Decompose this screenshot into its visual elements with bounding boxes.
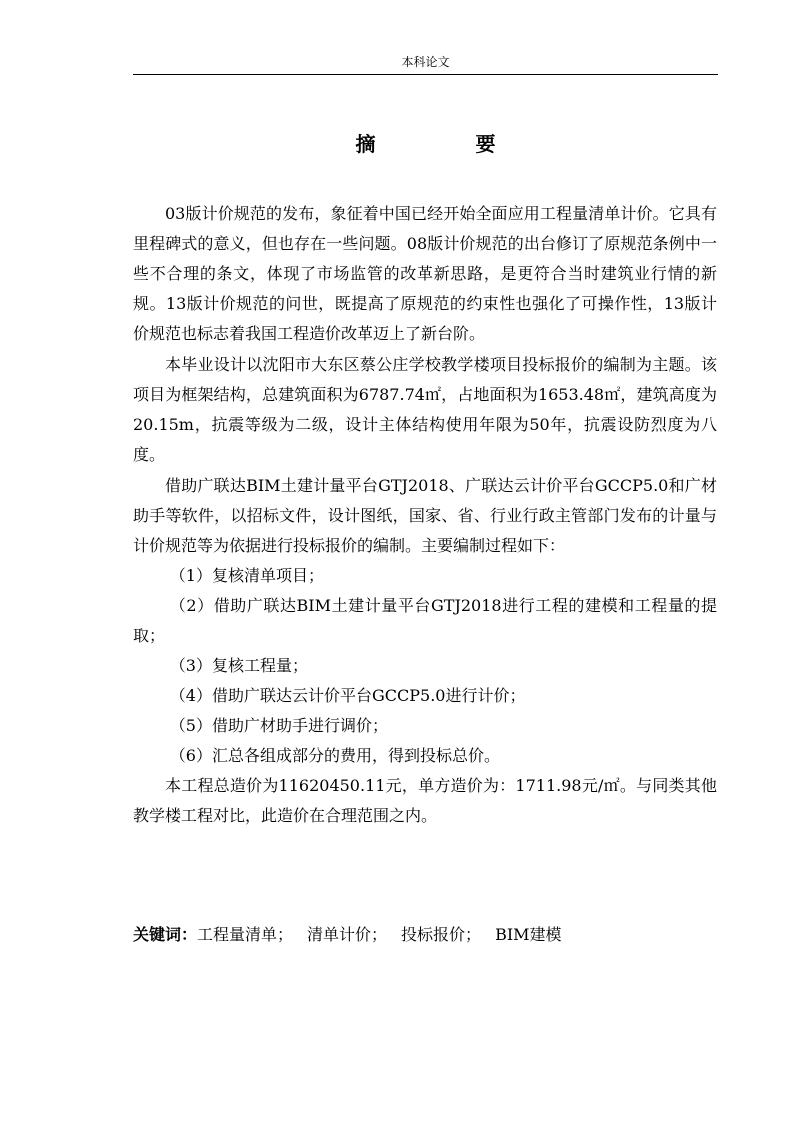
step-item: （3）复核工程量； (169, 656, 308, 675)
paragraph-method: 借助广联达BIM土建计量平台GTJ2018、广联达云计价平台GCCP5.0和广材助手等软件，以招标文件，设计图纸，国家、省、行业行政主管部门发布的计量与计价规范等为依据进行投标报价的编制。主要编制过程如下： (133, 476, 717, 555)
keywords-line (133, 920, 717, 950)
keyword: BIM建模 (495, 925, 562, 944)
header-rule (133, 74, 718, 75)
step-item: （4）借助广联达云计价平台GCCP5.0进行计价； (169, 686, 526, 705)
keywords-label: 关键词： (133, 925, 198, 944)
paragraph-background: 03版计价规范的发布，象征着中国已经开始全面应用工程量清单计价。它具有里程碑式的意义，但也存在一些问题。08版计价规范的出台修订了原规范条例中一些不合理的条文，体现了市场监管的改革新思路，是更符合当时建筑业行情的新规。13版计价规范的问世，既提高了原规范的约束性也强化了可操作性，13版计价规范也标志着我国工程造价改革迈上了新台阶。 (133, 204, 717, 343)
running-header: 本科论文 (401, 55, 450, 69)
abstract-body (133, 199, 717, 831)
paragraph-conclusion: 本工程总造价为11620450.11元，单方造价为：1711.98元/㎡。与同类其他教学楼工程对比，此造价在合理范围之内。 (133, 776, 717, 825)
step-item: （1）复核清单项目； (169, 566, 324, 585)
keyword: 投标报价； (401, 925, 482, 944)
abstract-title: 摘 要 (355, 132, 536, 156)
step-item: （5）借助广材助手进行调价； (169, 716, 388, 735)
keyword: 清单计价； (307, 925, 388, 944)
paragraph-project: 本毕业设计以沈阳市大东区蔡公庄学校教学楼项目投标报价的编制为主题。该项目为框架结构，总建筑面积为6787.74㎡，占地面积为1653.48㎡，建筑高度为20.15m，抗震等级为二级，设计主体结构使用年限为50年，抗震设防烈度为八度。 (133, 355, 717, 464)
keyword: 工程量清单； (197, 925, 294, 944)
step-item: （2）借助广联达BIM土建计量平台GTJ2018进行工程的建模和工程量的提取； (133, 596, 717, 645)
step-item: （6）汇总各组成部分的费用，得到投标总价。 (169, 746, 500, 765)
